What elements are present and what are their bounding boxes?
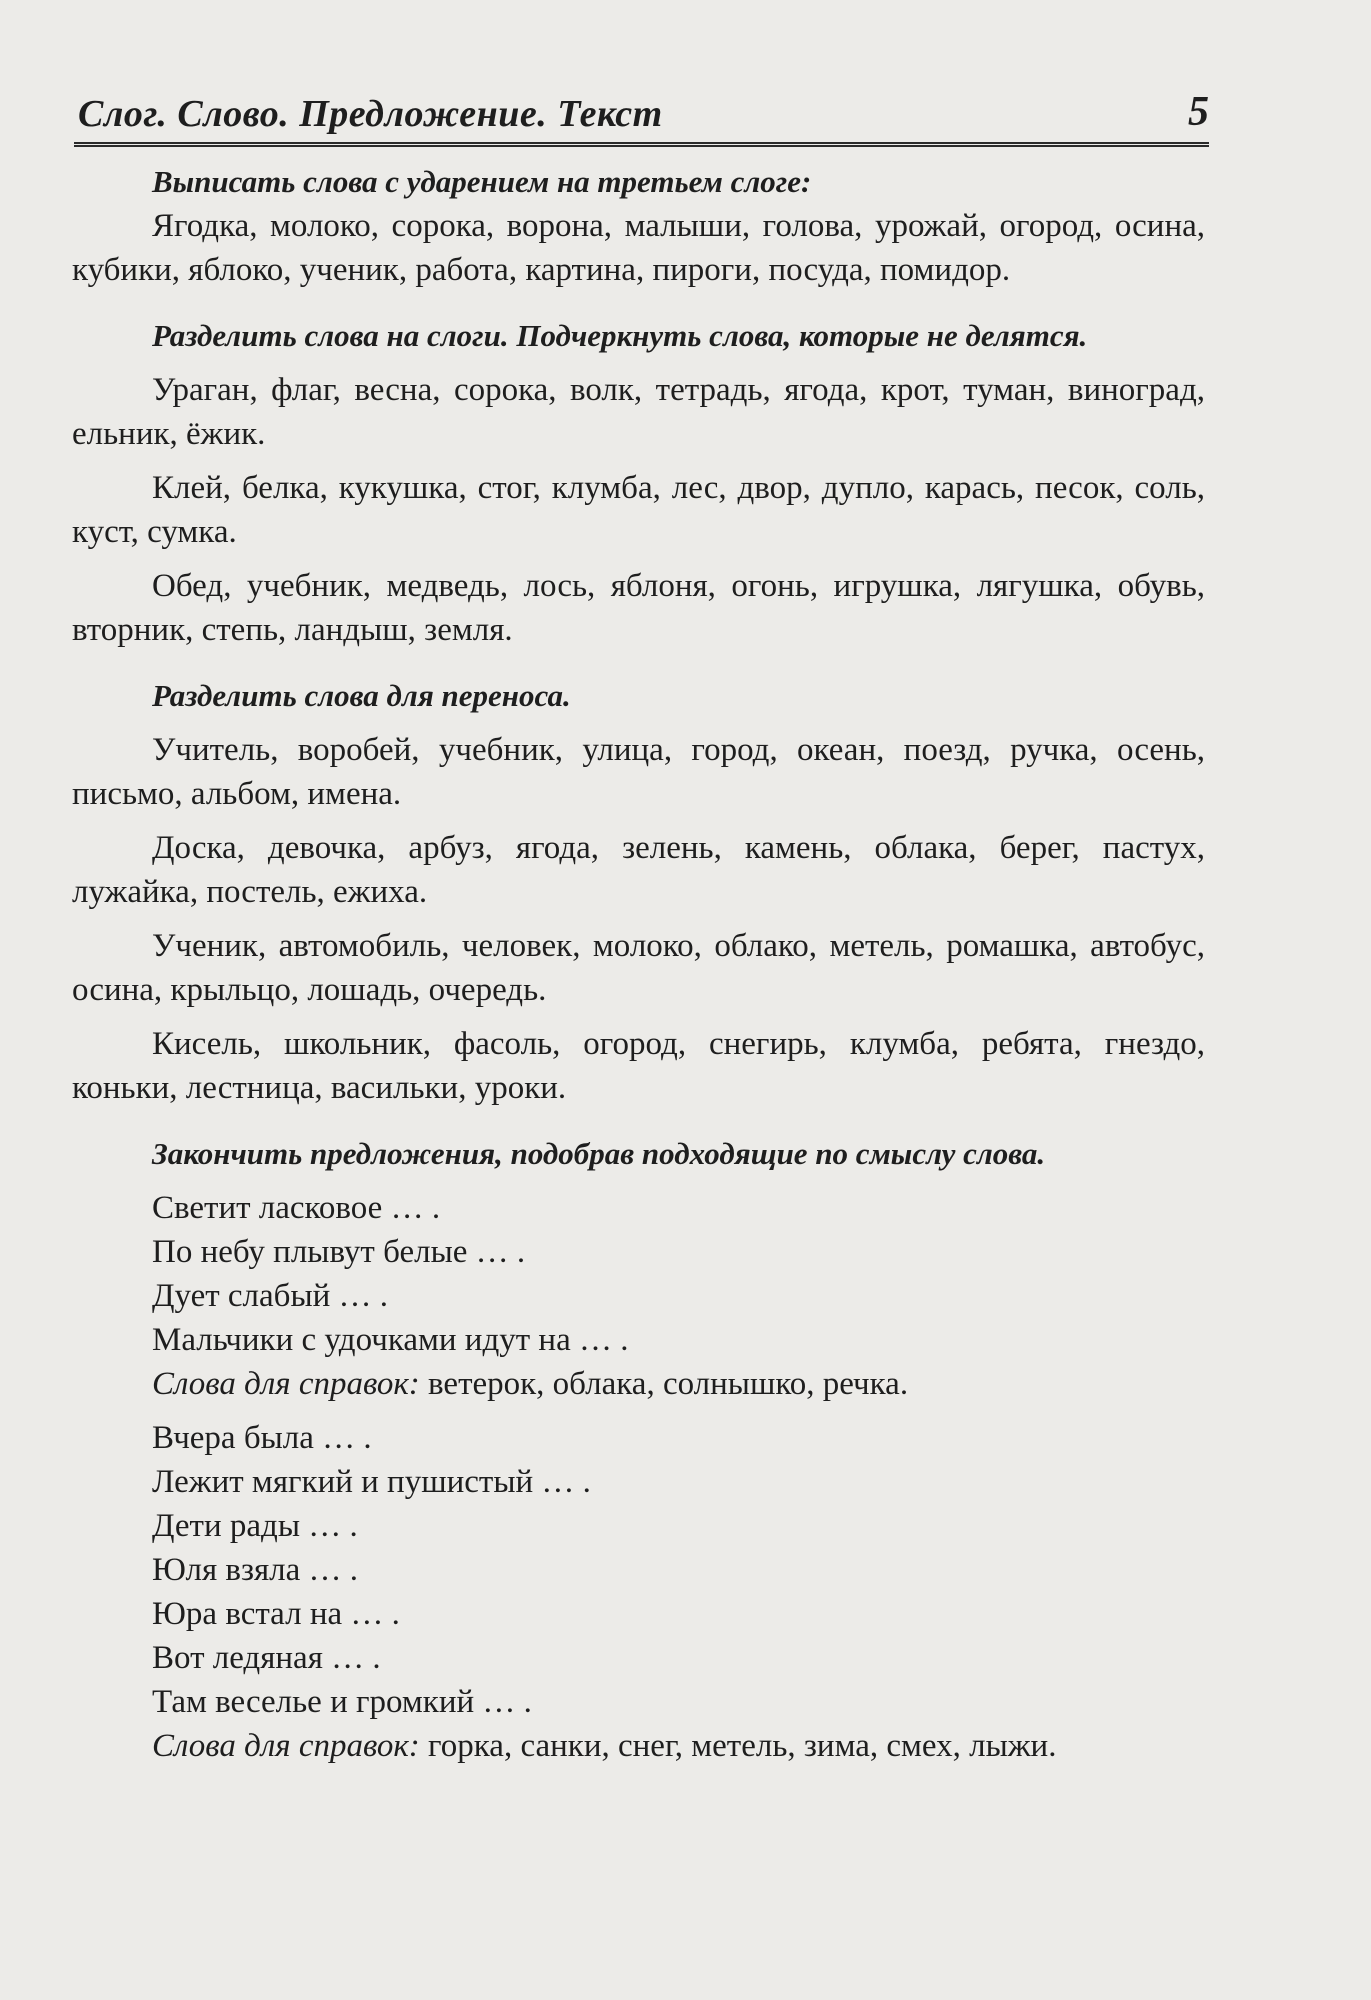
sentence-line: По небу плывут белые … . <box>152 1234 526 1270</box>
task-heading-syllables: Разделить слова на слоги. Подчеркнуть слова, которые не делятся. <box>152 318 1088 353</box>
task-heading-hyphenation: Разделить слова для переноса. <box>152 678 571 713</box>
word-list-syllables-1: Ураган, флаг, весна, сорока, волк, тетрадь, ягода, крот, туман, виноград, ельник, ёжик. <box>72 372 1205 452</box>
sentence-line: Юля взяла … . <box>152 1552 359 1588</box>
word-list-hyphenation-1: Учитель, воробей, учебник, улица, город, океан, поезд, ручка, осень, письмо, альбом, имена. <box>72 732 1205 812</box>
word-list-hyphenation-3: Ученик, автомобиль, человек, молоко, облако, метель, ромашка, автобус, осина, крыльцо, лошадь, очередь. <box>72 928 1205 1008</box>
sentence-line: Вот ледяная … . <box>152 1640 381 1676</box>
word-list-syllables-3: Обед, учебник, медведь, лось, яблоня, огонь, игрушка, лягушка, обувь, вторник, степь, ландыш, земля. <box>72 568 1205 648</box>
page-number: 5 <box>1188 89 1209 135</box>
sentence-line: Вчера была … . <box>152 1420 372 1456</box>
header-title: Слог. Слово. Предложение. Текст <box>78 93 663 135</box>
sentence-line: Мальчики с удочками идут на … . <box>152 1322 629 1358</box>
page-content <box>72 160 1205 1768</box>
task-heading-complete-sentences: Закончить предложения, подобрав подходящие по смыслу слова. <box>152 1136 1046 1171</box>
sentence-line: Лежит мягкий и пушистый … . <box>152 1464 591 1500</box>
sentence-line: Светит ласковое … . <box>152 1190 441 1226</box>
reference-words-2 <box>72 1724 1205 1768</box>
reference-words: ветерок, облака, солнышко, речка. <box>419 1366 909 1402</box>
sentence-line: Дети рады … . <box>152 1508 358 1544</box>
task-heading-stress: Выписать слова с ударением на третьем слоге: <box>152 164 812 199</box>
word-list-syllables-2: Клей, белка, кукушка, стог, клумба, лес, двор, дупло, карась, песок, соль, куст, сумка. <box>72 470 1205 550</box>
word-list-hyphenation-2: Доска, девочка, арбуз, ягода, зелень, камень, облака, берег, пастух, лужайка, постель, ежиха. <box>72 830 1205 910</box>
reference-label: Слова для справок: <box>152 1366 420 1402</box>
sentence-line: Там веселье и громкий … . <box>152 1684 532 1720</box>
reference-words-1 <box>72 1362 1205 1406</box>
reference-words: горка, санки, снег, метель, зима, смех, лыжи. <box>419 1728 1057 1764</box>
reference-label: Слова для справок: <box>152 1728 420 1764</box>
sentence-line: Дует слабый … . <box>152 1278 389 1314</box>
running-header <box>74 82 1209 147</box>
sentence-line: Юра встал на … . <box>152 1596 400 1632</box>
word-list-stress: Ягодка, молоко, сорока, ворона, малыши, голова, урожай, огород, осина, кубики, яблоко, ученик, работа, картина, пироги, посуда, помидор. <box>72 208 1205 288</box>
word-list-hyphenation-4: Кисель, школьник, фасоль, огород, снегирь, клумба, ребята, гнездо, коньки, лестница, васильки, уроки. <box>72 1026 1205 1106</box>
